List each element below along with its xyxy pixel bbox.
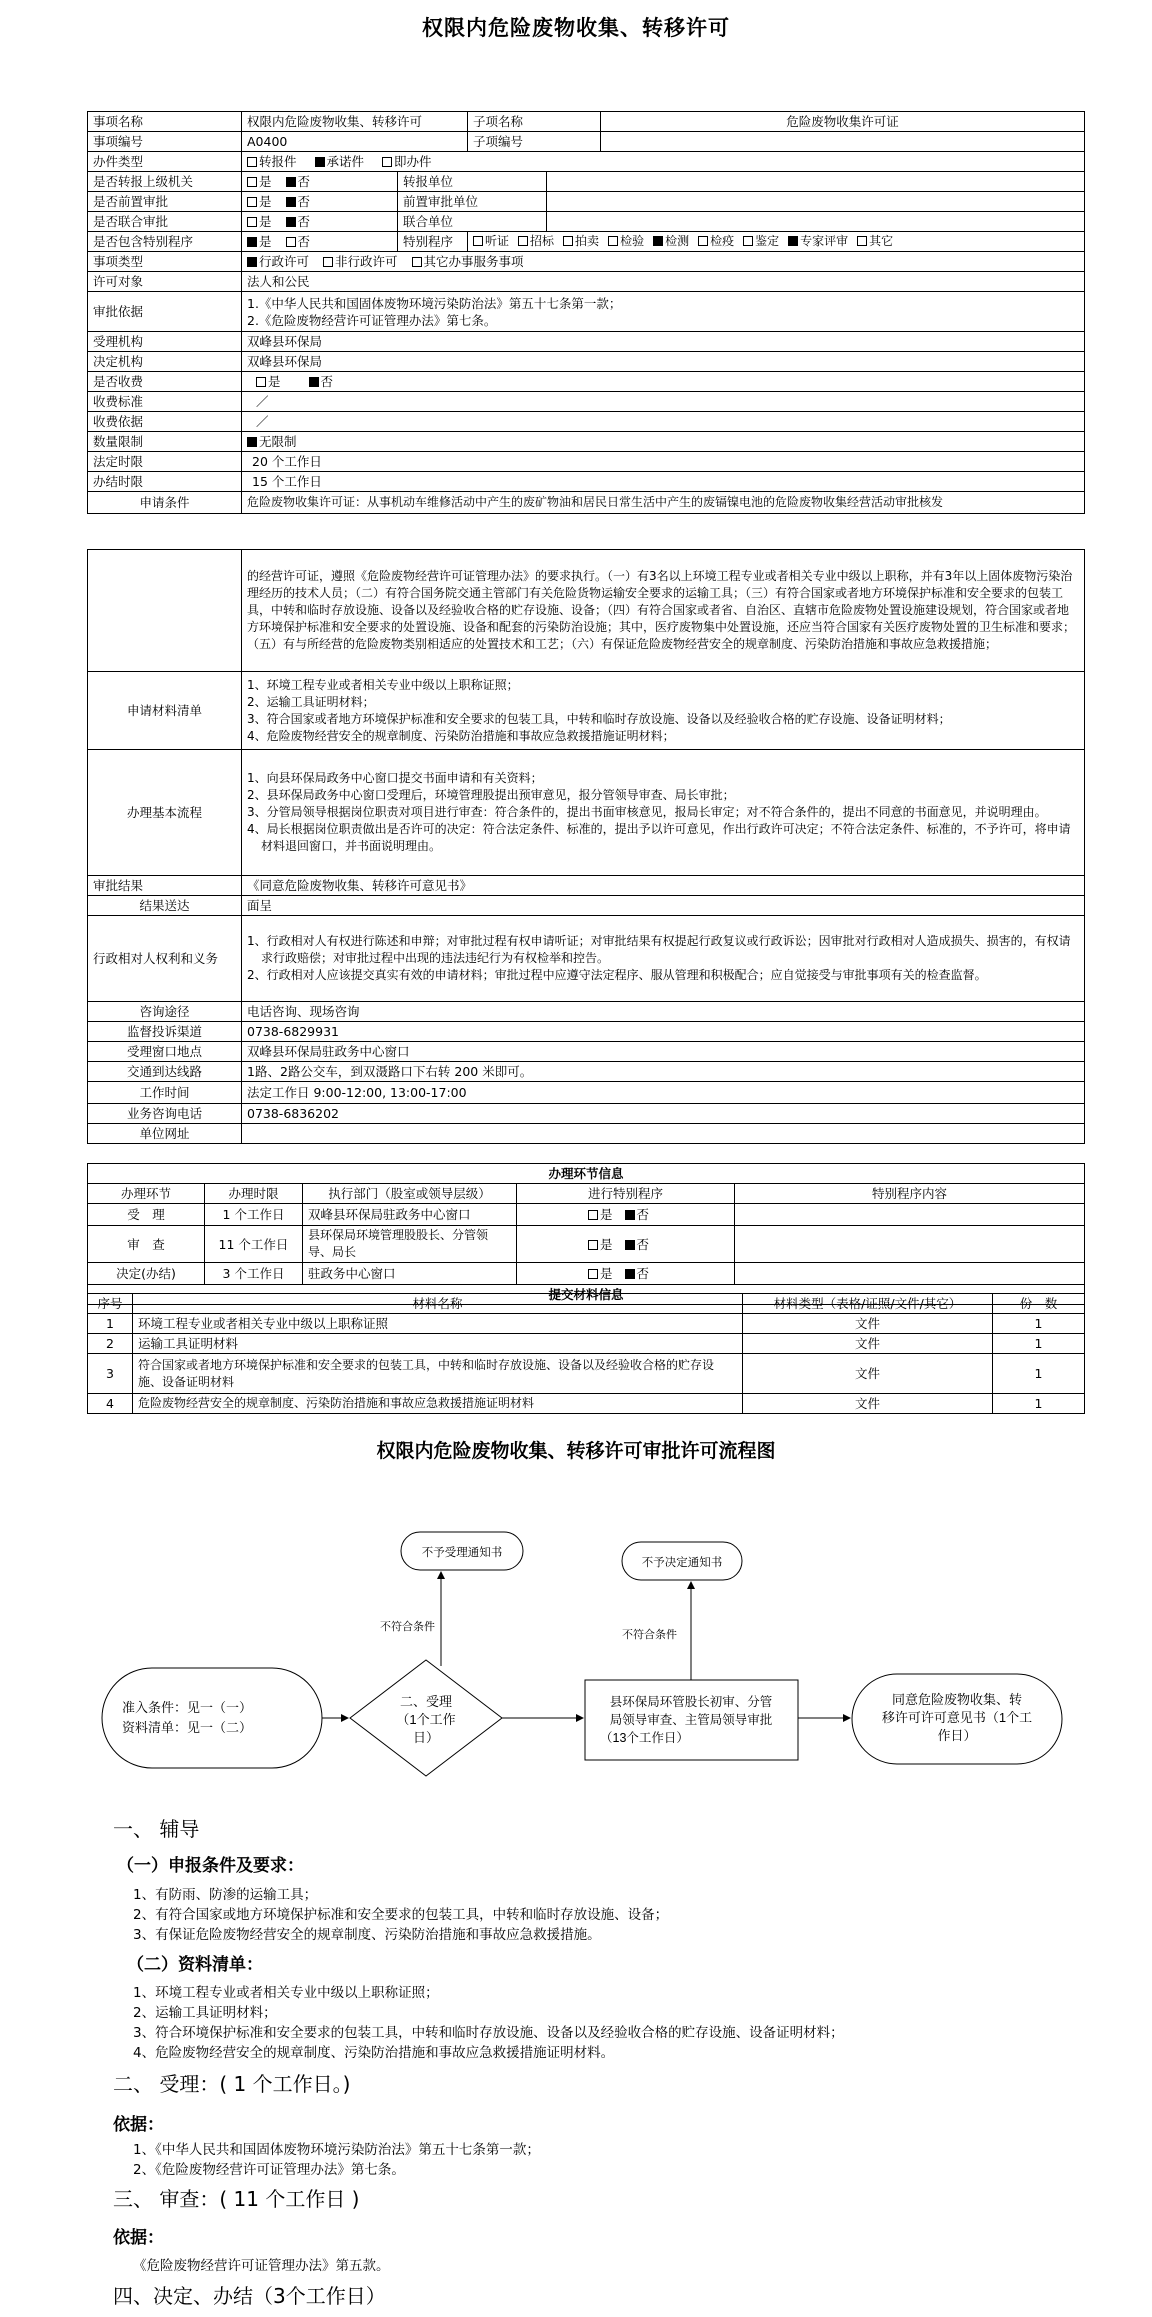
- steps-header: 执行部门（股室或领导层级）: [303, 1184, 517, 1204]
- supervise-value: 0738-6829931: [242, 1022, 1085, 1042]
- window-label: 受理窗口地点: [88, 1042, 242, 1062]
- fee-basis-label: 收费依据: [88, 412, 242, 432]
- fee-basis-value: ／: [242, 412, 1085, 432]
- table-row: 1 环境工程专业或者相关专业中级以上职称证照 文件 1: [88, 1314, 1085, 1334]
- special-proc-label: 特别程序: [398, 232, 468, 252]
- svg-text:日）: 日）: [412, 1730, 440, 1745]
- worktime-label: 工作时间: [88, 1082, 242, 1104]
- steps-table: [87, 1163, 1085, 1305]
- cond-first-line: 危险废物收集许可证：从事机动车维修活动中产生的废矿物油和居民日常生活中产生的废镉镍电池的危险废物收集经营活动审批核发: [242, 492, 1085, 514]
- rights-label: 行政相对人权利和义务: [88, 916, 242, 1002]
- worktime-value: 法定工作日 9:00-12:00, 13:00-17:00: [242, 1082, 1085, 1104]
- flowchart-title: 权限内危险废物收集、转移许可审批许可流程图: [376, 1440, 776, 1462]
- cond-list: 1、有防雨、防渗的运输工具； 2、有符合国家或地方环境保护标准和安全要求的包装工具，中转和临时存放设施、设备； 3、有保证危险废物经营安全的规章制度、污染防治措施和事故应急救援措施。: [133, 1887, 669, 1943]
- report-options: 是 否: [242, 172, 398, 192]
- code-label: 事项编号: [88, 132, 242, 152]
- svg-text:资料清单：见一（二）: 资料清单：见一（二）: [122, 1720, 253, 1735]
- guide-heading-2: 二、 受理：( 1 个工作日。): [113, 2072, 351, 2096]
- type-option: 承诺件: [315, 154, 365, 169]
- info-table: [87, 111, 1085, 514]
- svg-text:不予决定通知书: 不予决定通知书: [641, 1557, 723, 1569]
- type-option: 转报件: [247, 154, 297, 169]
- code-value: A0400: [242, 132, 468, 152]
- basis1-label: 依据：: [113, 2115, 164, 2135]
- materials-table: 序号 材料名称 材料类型（表格/证照/文件/其它） 份 数 1 环境工程专业或者相关专业中级以上职称证照 文件 1 2 运输工具证明材料 文件 1 3 符合国家或者地方环境保护标准和安全要求的包装工具，中转和临时存放设施、设备以及经验收合格的贮存设施、设备证明材料 文件 1 4 危险废物经营安全的规章制度、污染防治措施和事故应急救援措施证明材料 文件 1: [87, 1293, 1085, 1414]
- info-table-2: [87, 549, 1085, 1144]
- rights-list: 1、行政相对人有权进行陈述和申辩；对审批过程有权申请听证；对审批结果有权提起行政复议或行政诉讼；因审批对行政相对人造成损失、损害的，有权请求行政赔偿；对审批过程中出现的违法违纪行为有权检举和控告。 2、行政相对人应该提交真实有效的申请材料；审批过程中应遵守法定程序、服从管理和积极配合；应自觉接受与审批事项有关的检查监督。: [242, 916, 1085, 1002]
- legal-time-label: 法定时限: [88, 452, 242, 472]
- limit-value: 无限制: [242, 432, 1085, 452]
- phone-label: 业务咨询电话: [88, 1104, 242, 1124]
- table-row: 2 运输工具证明材料 文件 1: [88, 1334, 1085, 1354]
- joint-options: 是 否: [242, 212, 398, 232]
- steps-title: 办理环节信息: [88, 1164, 1085, 1184]
- traffic-value: 1路、2路公交车，到双滠路口下右转 200 米即可。: [242, 1062, 1085, 1082]
- table-row: 决定(办结) 3 个工作日 驻政务中心窗口 是 否: [88, 1263, 1085, 1285]
- legal-time-value: 20 个工作日: [242, 452, 1085, 472]
- svg-text:（13个工作日）: （13个工作日）: [600, 1731, 689, 1745]
- consult-value: 电话咨询、现场咨询: [242, 1002, 1085, 1022]
- checkbox-icon: [247, 157, 257, 167]
- basis2-list: 《危险废物经营许可证管理办法》第五款。: [133, 2258, 390, 2274]
- svg-text:作日）: 作日）: [937, 1728, 977, 1743]
- svg-text:同意危险废物收集、转: 同意危险废物收集、转: [891, 1692, 1023, 1707]
- svg-text:不符合条件: 不符合条件: [622, 1629, 677, 1641]
- checkbox-icon: [382, 157, 392, 167]
- type-options: [242, 152, 1085, 172]
- svg-text:局领导审查、主管局领导审批: 局领导审查、主管局领导审批: [609, 1713, 773, 1727]
- svg-text:县环保局环管股长初审、分管: 县环保局环管股长初审、分管: [609, 1695, 773, 1709]
- limit-label: 数量限制: [88, 432, 242, 452]
- basis1-list: 1、《中华人民共和国固体废物环境污染防治法》第五十七条第一款； 2、《危险废物经营许可证管理办法》第七条。: [133, 2142, 540, 2178]
- guide-heading-4: 四、决定、办结（3个工作日）: [113, 2284, 386, 2308]
- joint-unit-value: [547, 212, 1085, 232]
- matter-label: 事项类型: [88, 252, 242, 272]
- mat-list: 1、环境工程专业或者相关专业中级以上职称证照； 2、运输工具证明材料； 3、符合国家或者地方环境保护标准和安全要求的包装工具，中转和临时存放设施、设备以及经验收合格的贮存设施、设备证明材料； 4、危险废物经营安全的规章制度、污染防治措施和事故应急救援措施证明材料；: [242, 672, 1085, 750]
- checkbox-icon: [247, 197, 257, 207]
- guide-heading-3: 三、 审查：( 11 个工作日 ): [113, 2187, 360, 2211]
- table-row: 审 查 11 个工作日 县环保局环境管理股股长、分管领导、局长 是 否: [88, 1226, 1085, 1263]
- materials-title: 提交材料信息: [88, 1285, 1085, 1305]
- accept-org-value: 双峰县环保局: [242, 332, 1085, 352]
- matter-options: 行政许可 非行政许可 其它办事服务事项: [242, 252, 1085, 272]
- steps-header: 办理环节: [88, 1184, 205, 1204]
- result-label: 审批结果: [88, 876, 242, 896]
- flow-list: 1、向县环保局政务中心窗口提交书面申请和有关资料； 2、县环保局政务中心窗口受理后，环境管理股提出预审意见，报分管领导审查、局长审批； 3、分管局领导根据岗位职责对项目进行审查：符合条件的，提出书面审核意见，报局长审定；对不符合条件的，提出不同意的书面意见，并说明理由。 4、局长根据岗位职责做出是否许可的决定：符合法定条件、标准的，提出予以许可意见，作出行政许可决定；不符合法定条件、标准的，不予许可，将申请材料退回窗口，并书面说明理由。: [242, 750, 1085, 876]
- object-value: 法人和公民: [242, 272, 1085, 292]
- table-row: 受 理 1 个工作日 双峰县环保局驻政务中心窗口 是 否: [88, 1204, 1085, 1226]
- steps-header: 进行特别程序: [517, 1184, 735, 1204]
- do-time-value: 15 个工作日: [242, 472, 1085, 492]
- basis-list: 1.《中华人民共和国固体废物环境污染防治法》第五十七条第一款； 2.《危险废物经营许可证管理办法》第七条。: [242, 292, 1085, 332]
- checkbox-icon: [247, 177, 257, 187]
- checkbox-icon: [286, 237, 296, 247]
- result-value: 《同意危险废物收集、转移许可意见书》: [242, 876, 1085, 896]
- guide-heading-1-2: （二）资料清单：: [127, 1955, 263, 1975]
- sub-name-label: 子项名称: [468, 112, 601, 132]
- deliver-value: 面呈: [242, 896, 1085, 916]
- svg-text:不符合条件: 不符合条件: [380, 1621, 435, 1633]
- mat-label: 申请材料清单: [88, 672, 242, 750]
- materials-list: 1、环境工程专业或者相关专业中级以上职称证照； 2、运输工具证明材料； 3、符合环境保护标准和安全要求的包装工具，中转和临时存放设施、设备以及经验收合格的贮存设施、设备证明材料； 4、危险废物经营安全的规章制度、污染防治措施和事故应急救援措施证明材料。: [133, 1985, 844, 2061]
- joint-label: 是否联合审批: [88, 212, 242, 232]
- pre-unit-value: [547, 192, 1085, 212]
- traffic-label: 交通到达线路: [88, 1062, 242, 1082]
- svg-text:不予受理通知书: 不予受理通知书: [421, 1547, 503, 1559]
- svg-text:（1个工作: （1个工作: [396, 1712, 456, 1727]
- special-label: 是否包含特别程序: [88, 232, 242, 252]
- steps-header: 特别程序内容: [735, 1184, 1085, 1204]
- report-unit-value: [547, 172, 1085, 192]
- deliver-label: 结果送达: [88, 896, 242, 916]
- name-label: 事项名称: [88, 112, 242, 132]
- checkbox-icon: [247, 217, 257, 227]
- sub-name-value: 危险废物收集许可证: [601, 112, 1085, 132]
- url-label: 单位网址: [88, 1124, 242, 1144]
- window-value: 双峰县环保局驻政务中心窗口: [242, 1042, 1085, 1062]
- flow-label: 办理基本流程: [88, 750, 242, 876]
- guide-heading-1: 一、 辅导: [113, 1817, 200, 1841]
- pre-unit-label: 前置审批单位: [398, 192, 547, 212]
- flowchart: [0, 1470, 1152, 1800]
- report-label: 是否转报上级机关: [88, 172, 242, 192]
- steps-header: 办理时限: [205, 1184, 303, 1204]
- accept-org-label: 受理机构: [88, 332, 242, 352]
- table-row: 4 危险废物经营安全的规章制度、污染防治措施和事故应急救援措施证明材料 文件 1: [88, 1394, 1085, 1414]
- type-label: 办件类型: [88, 152, 242, 172]
- special-options: 是 否: [242, 232, 398, 252]
- pre-label: 是否前置审批: [88, 192, 242, 212]
- guide-heading-1-1: （一）申报条件及要求：: [117, 1856, 304, 1876]
- decide-org-value: 双峰县环保局: [242, 352, 1085, 372]
- page-title: 权限内危险废物收集、转移许可: [422, 16, 730, 40]
- svg-text:移许可许可意见书（1个工: 移许可许可意见书（1个工: [881, 1710, 1033, 1725]
- fee-std-value: ／: [242, 392, 1085, 412]
- url-value: [242, 1124, 1085, 1144]
- basis-label: 审批依据: [88, 292, 242, 332]
- checkbox-checked-icon: [286, 217, 296, 227]
- cond-body: 的经营许可证，遵照《危险废物经营许可证管理办法》的要求执行。（一）有3名以上环境工程专业或者相关专业中级以上职称，并有3年以上固体废物污染治理经历的技术人员；（二）有符合国务院交通主管部门有关危险货物运输安全要求的运输工具；（三）有符合国家或者地方环境保护标准和安全要求的包装工具，中转和临时存放设施、设备以及经验收合格的贮存设施、设备；（四）有符合国家或者省、自治区、直辖市危险废物处置设施建设规划，符合国家或者地方环境保护标准和安全要求的处置设施、设备和配套的污染防治设施；其中，医疗废物集中处置设施，还应当符合国家有关医疗废物处置的卫生标准和要求；（五）有与所经营的危险废物类别相适应的处置技术和工艺；（六）有保证危险废物经营安全的规章制度、污染防治措施和事故应急救援措施；: [242, 550, 1085, 672]
- supervise-label: 监督投诉渠道: [88, 1022, 242, 1042]
- special-proc-options: 听证 招标 拍卖 检验 检测 检疫 鉴定 专家评审 其它: [468, 232, 1085, 252]
- svg-text:二、受理: 二、受理: [399, 1694, 453, 1709]
- pre-options: 是 否: [242, 192, 398, 212]
- checkbox-checked-icon: [286, 197, 296, 207]
- basis2-label: 依据：: [113, 2228, 164, 2248]
- table-row: 3 符合国家或者地方环境保护标准和安全要求的包装工具，中转和临时存放设施、设备以及经验收合格的贮存设施、设备证明材料 文件 1: [88, 1354, 1085, 1394]
- sub-code-label: 子项编号: [468, 132, 601, 152]
- object-label: 许可对象: [88, 272, 242, 292]
- sub-code-value: [601, 132, 1085, 152]
- do-time-label: 办结时限: [88, 472, 242, 492]
- cond-label: 申请条件: [88, 492, 242, 514]
- checkbox-checked-icon: [315, 157, 325, 167]
- decide-org-label: 决定机构: [88, 352, 242, 372]
- type-option: 即办件: [382, 154, 432, 169]
- checkbox-checked-icon: [286, 177, 296, 187]
- name-value: 权限内危险废物收集、转移许可: [242, 112, 468, 132]
- checkbox-checked-icon: [247, 237, 257, 247]
- phone-value: 0738-6836202: [242, 1104, 1085, 1124]
- start-node: [102, 1668, 322, 1768]
- joint-unit-label: 联合单位: [398, 212, 547, 232]
- fee-std-label: 收费标准: [88, 392, 242, 412]
- start-text: 准入条件：见一（一）: [122, 1700, 253, 1715]
- fee-options: 是 否: [242, 372, 1085, 392]
- consult-label: 咨询途径: [88, 1002, 242, 1022]
- fee-label: 是否收费: [88, 372, 242, 392]
- report-unit-label: 转报单位: [398, 172, 547, 192]
